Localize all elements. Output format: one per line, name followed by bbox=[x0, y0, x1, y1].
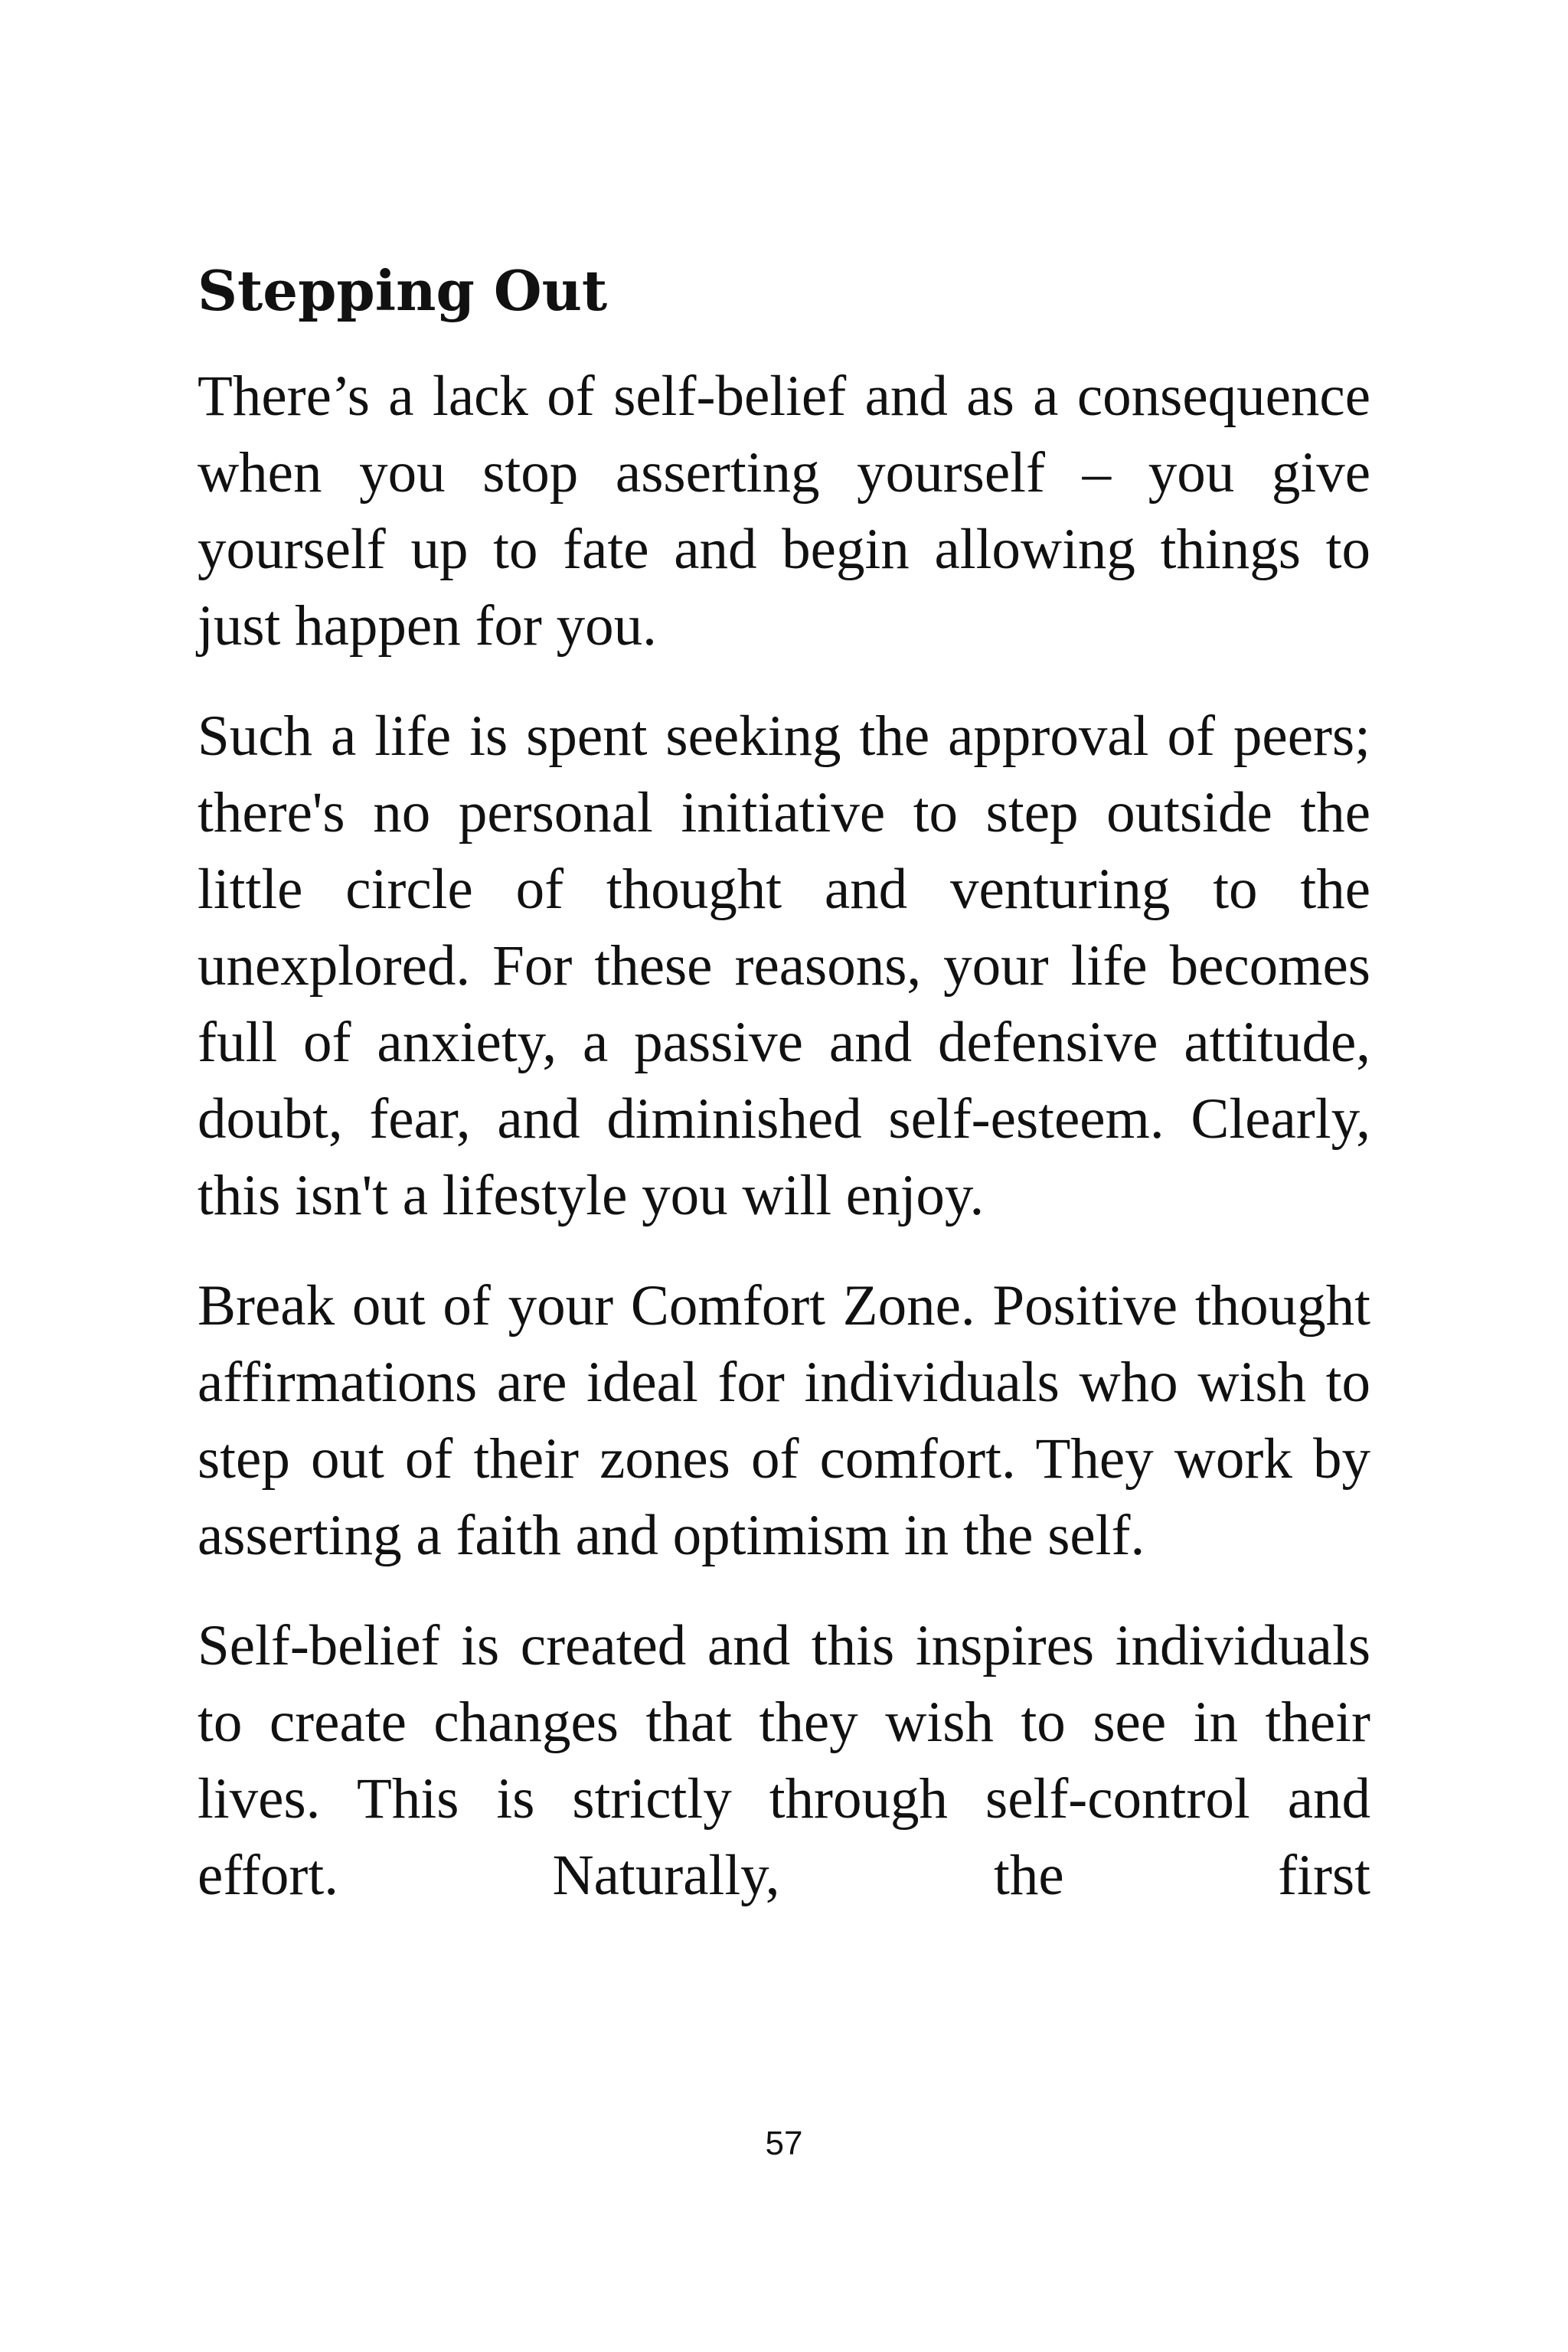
paragraph-2: Such a life is spent seeking the approval of peers; there's no personal initiative to step outside the little circle of thought and venturing to the unexplored. For these reasons, your life becomes full of anxiety, a passive and defensive attitude, doubt, fear, and diminished self-esteem. Clearly, this isn't a lifestyle you will enjoy. bbox=[198, 704, 1370, 1227]
paragraph-1: There’s a lack of self-belief and as a consequence when you stop asserting yourself – you give yourself up to fate and begin allowing things to just happen for you. bbox=[198, 364, 1370, 658]
page-content bbox=[198, 253, 1370, 1948]
paragraph-4: Self-belief is created and this inspires individuals to create changes that they wish to see in their lives. This is strictly through self-control and effort. Naturally, the first bbox=[198, 1614, 1370, 1907]
section-heading: Stepping Out bbox=[198, 258, 608, 323]
page-number: 57 bbox=[765, 2125, 803, 2162]
paragraph-3: Break out of your Comfort Zone. Positive thought affirmations are ideal for individuals who wish to step out of their zones of comfort. They work by asserting a faith and optimism in the self. bbox=[198, 1274, 1370, 1567]
